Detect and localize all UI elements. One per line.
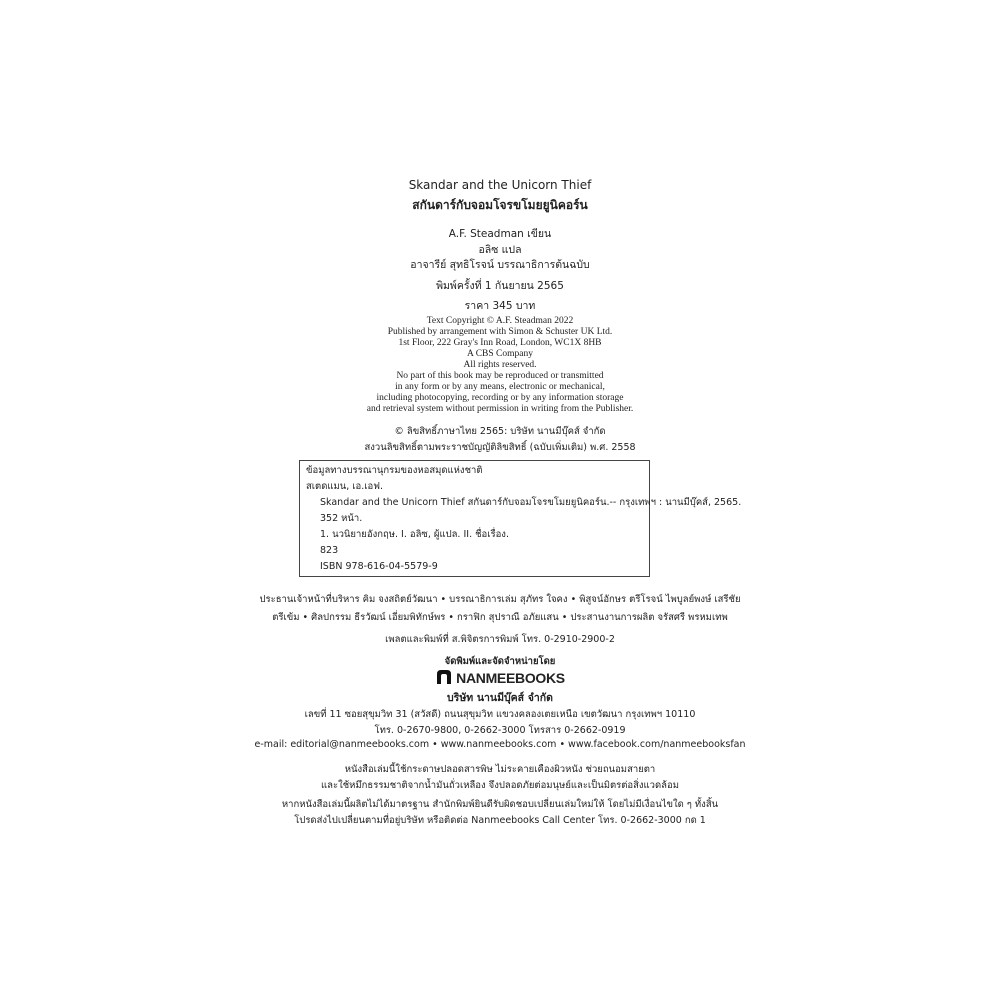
credit-author: A.F. Steadman เขียน <box>448 228 552 240</box>
publisher-address: เลขที่ 11 ซอยสุขุมวิท 31 (สวัสดี) ถนนสุขุมวิท แขวงคลองเตยเหนือ เขตวัฒนา กรุงเทพฯ 10110 <box>304 709 696 720</box>
title-thai: สกันดาร์กับจอมโจรขโมยยูนิคอร์น <box>412 198 588 212</box>
publisher-contacts: e-mail: editorial@nanmeebooks.com • www.nanmeebooks.com • www.facebook.com/nanmeebooksfan <box>254 739 746 750</box>
copyright-line: Published by arrangement with Simon & Schuster UK Ltd. <box>387 327 613 337</box>
publisher-logo-text: NANMEEBOOKS <box>456 670 565 686</box>
cip-title: Skandar and the Unicorn Thief สกันดาร์กับจอมโจรขโมยยูนิคอร์น.-- กรุงเทพฯ : นานมีบุ๊คส์, 2565. <box>320 497 742 508</box>
price-line: ราคา 345 บาท <box>464 300 536 312</box>
cip-isbn: ISBN 978-616-04-5579-9 <box>320 561 438 572</box>
publisher-logo <box>0 669 1000 686</box>
cip-data-box <box>299 460 742 577</box>
cip-subjects: 1. นวนิยายอังกฤษ. I. อลิซ, ผู้แปล. II. ชื่อเรื่อง. <box>320 529 509 540</box>
copyright-line: including photocopying, recording or by any information storage <box>376 393 624 403</box>
copyright-line: A CBS Company <box>467 349 533 359</box>
publisher-phone: โทร. 0-2670-9800, 0-2662-3000 โทรสาร 0-2662-0919 <box>374 725 626 736</box>
copyright-line: All rights reserved. <box>463 360 537 370</box>
credit-editor: อาจารีย์ สุทธิโรจน์ บรรณาธิการต้นฉบับ <box>410 259 590 271</box>
cip-classification: 823 <box>320 545 339 556</box>
credit-translator: อลิซ แปล <box>478 244 522 256</box>
copyright-line: in any form or by any means, electronic or mechanical, <box>395 382 605 392</box>
nanmee-logo-icon <box>435 669 453 685</box>
copyright-line: No part of this book may be reproduced or transmitted <box>396 371 604 381</box>
thai-copyright-line: © ลิขสิทธิ์ภาษาไทย 2565: บริษัท นานมีบุ๊คส์ จำกัด <box>394 426 606 437</box>
defect-note-line: หากหนังสือเล่มนี้ผลิตไม่ได้มาตรฐาน สำนักพิมพ์ยินดีรับผิดชอบเปลี่ยนเล่มใหม่ให้ โดยไม่มีเงื่อนไขใด ๆ ทั้งสิ้น <box>281 799 719 810</box>
copyright-line: 1st Floor, 222 Gray's Inn Road, London, WC1X 8HB <box>398 338 602 348</box>
copyright-line: Text Copyright © A.F. Steadman 2022 <box>426 316 574 326</box>
edition-line: พิมพ์ครั้งที่ 1 กันยายน 2565 <box>436 280 564 292</box>
publisher-label: จัดพิมพ์และจัดจำหน่ายโดย <box>444 656 556 667</box>
cip-pages: 352 หน้า. <box>320 513 363 524</box>
eco-note-line: หนังสือเล่มนี้ใช้กระดาษปลอดสารพิษ ไม่ระคายเคืองผิวหนัง ช่วยถนอมสายตา <box>344 764 656 775</box>
cip-heading: ข้อมูลทางบรรณานุกรมของหอสมุดแห่งชาติ <box>306 465 483 476</box>
title-english: Skandar and the Unicorn Thief <box>408 178 592 192</box>
staff-credits-line: ตรีเข้ม • ศิลปกรรม ธีรวัฒน์ เอี่ยมพิทักษ์พร • กราฟิก สุปราณี อภัยแสน • ประสานงานการผลิต จรัสศรี พรหมเทพ <box>272 612 728 623</box>
eco-note-line: และใช้หมึกธรรมชาติจากน้ำมันถั่วเหลือง จึงปลอดภัยต่อมนุษย์และเป็นมิตรต่อสิ่งแวดล้อม <box>321 780 679 791</box>
printer-line: เพลตและพิมพ์ที่ ส.พิจิตรการพิมพ์ โทร. 0-2910-2900-2 <box>385 634 615 645</box>
defect-note-line: โปรดส่งไปเปลี่ยนตามที่อยู่บริษัท หรือติดต่อ Nanmeebooks Call Center โทร. 0-2662-3000 กด 1 <box>294 815 706 826</box>
thai-rights-reserved: สงวนลิขสิทธิ์ตามพระราชบัญญัติลิขสิทธิ์ (ฉบับเพิ่มเติม) พ.ศ. 2558 <box>364 442 636 453</box>
cip-author: สเตดแมน, เอ.เอฟ. <box>306 481 383 492</box>
publisher-name: บริษัท นานมีบุ๊คส์ จำกัด <box>447 692 553 704</box>
copyright-line: and retrieval system without permission in writing from the Publisher. <box>366 404 634 414</box>
staff-credits-line: ประธานเจ้าหน้าที่บริหาร คิม จงสถิตย์วัฒนา • บรรณาธิการเล่ม สุภัทร ใจคง • พิสูจน์อักษร ตรีโรจน์ ไพบูลย์พงษ์ เสรีชัย <box>259 594 741 605</box>
